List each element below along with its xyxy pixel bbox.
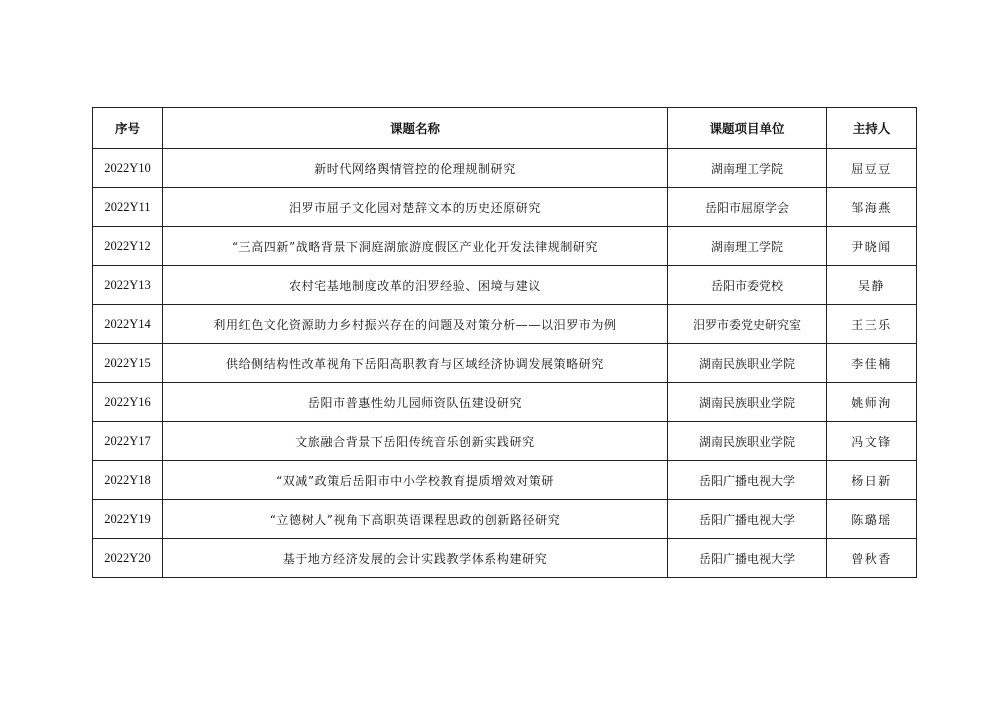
table-row: [93, 188, 917, 227]
cell-unit: 湖南理工学院: [668, 227, 827, 266]
cell-unit: 岳阳广播电视大学: [668, 500, 827, 539]
cell-title: “三高四新”战略背景下洞庭湖旅游度假区产业化开发法律规制研究: [163, 227, 668, 266]
cell-title: 基于地方经济发展的会计实践教学体系构建研究: [163, 539, 668, 578]
cell-unit: 岳阳市委党校: [668, 266, 827, 305]
project-table: [92, 107, 917, 578]
cell-serial: 2022Y17: [93, 422, 163, 461]
cell-unit: 湖南民族职业学院: [668, 422, 827, 461]
cell-serial: 2022Y11: [93, 188, 163, 227]
cell-serial: 2022Y13: [93, 266, 163, 305]
table-row: [93, 383, 917, 422]
cell-host: 杨日新: [827, 461, 917, 500]
cell-title: 岳阳市普惠性幼儿园师资队伍建设研究: [163, 383, 668, 422]
header-serial: 序号: [93, 108, 163, 149]
cell-title: 新时代网络舆情管控的伦理规制研究: [163, 149, 668, 188]
table-row: [93, 266, 917, 305]
cell-title: 利用红色文化资源助力乡村振兴存在的问题及对策分析——以汨罗市为例: [163, 305, 668, 344]
cell-title: 农村宅基地制度改革的汨罗经验、困境与建议: [163, 266, 668, 305]
cell-title: “立德树人”视角下高职英语课程思政的创新路径研究: [163, 500, 668, 539]
cell-serial: 2022Y16: [93, 383, 163, 422]
cell-unit: 汨罗市委党史研究室: [668, 305, 827, 344]
cell-serial: 2022Y19: [93, 500, 163, 539]
cell-serial: 2022Y10: [93, 149, 163, 188]
cell-title: 供给侧结构性改革视角下岳阳高职教育与区域经济协调发展策略研究: [163, 344, 668, 383]
cell-host: 邹海燕: [827, 188, 917, 227]
cell-host: 吴静: [827, 266, 917, 305]
cell-host: 姚师洵: [827, 383, 917, 422]
header-host: 主持人: [827, 108, 917, 149]
cell-host: 李佳楠: [827, 344, 917, 383]
cell-host: 冯文锋: [827, 422, 917, 461]
header-unit: 课题项目单位: [668, 108, 827, 149]
table-header-row: [93, 108, 917, 149]
cell-serial: 2022Y18: [93, 461, 163, 500]
cell-unit: 湖南民族职业学院: [668, 383, 827, 422]
header-title: 课题名称: [163, 108, 668, 149]
cell-host: 陈璐瑶: [827, 500, 917, 539]
table-row: [93, 500, 917, 539]
cell-title: 汨罗市屈子文化园对楚辞文本的历史还原研究: [163, 188, 668, 227]
table-row: [93, 227, 917, 266]
cell-host: 尹晓闻: [827, 227, 917, 266]
cell-unit: 岳阳广播电视大学: [668, 461, 827, 500]
table-row: [93, 344, 917, 383]
table-row: [93, 539, 917, 578]
cell-unit: 湖南理工学院: [668, 149, 827, 188]
cell-host: 曾秋香: [827, 539, 917, 578]
cell-unit: 岳阳市屈原学会: [668, 188, 827, 227]
table-row: [93, 461, 917, 500]
cell-serial: 2022Y12: [93, 227, 163, 266]
cell-serial: 2022Y20: [93, 539, 163, 578]
cell-host: 王三乐: [827, 305, 917, 344]
cell-unit: 湖南民族职业学院: [668, 344, 827, 383]
table-row: [93, 149, 917, 188]
cell-host: 屈豆豆: [827, 149, 917, 188]
table-row: [93, 305, 917, 344]
table-row: [93, 422, 917, 461]
cell-serial: 2022Y14: [93, 305, 163, 344]
cell-title: 文旅融合背景下岳阳传统音乐创新实践研究: [163, 422, 668, 461]
cell-serial: 2022Y15: [93, 344, 163, 383]
cell-unit: 岳阳广播电视大学: [668, 539, 827, 578]
cell-title: “双减”政策后岳阳市中小学校教育提质增效对策研: [163, 461, 668, 500]
